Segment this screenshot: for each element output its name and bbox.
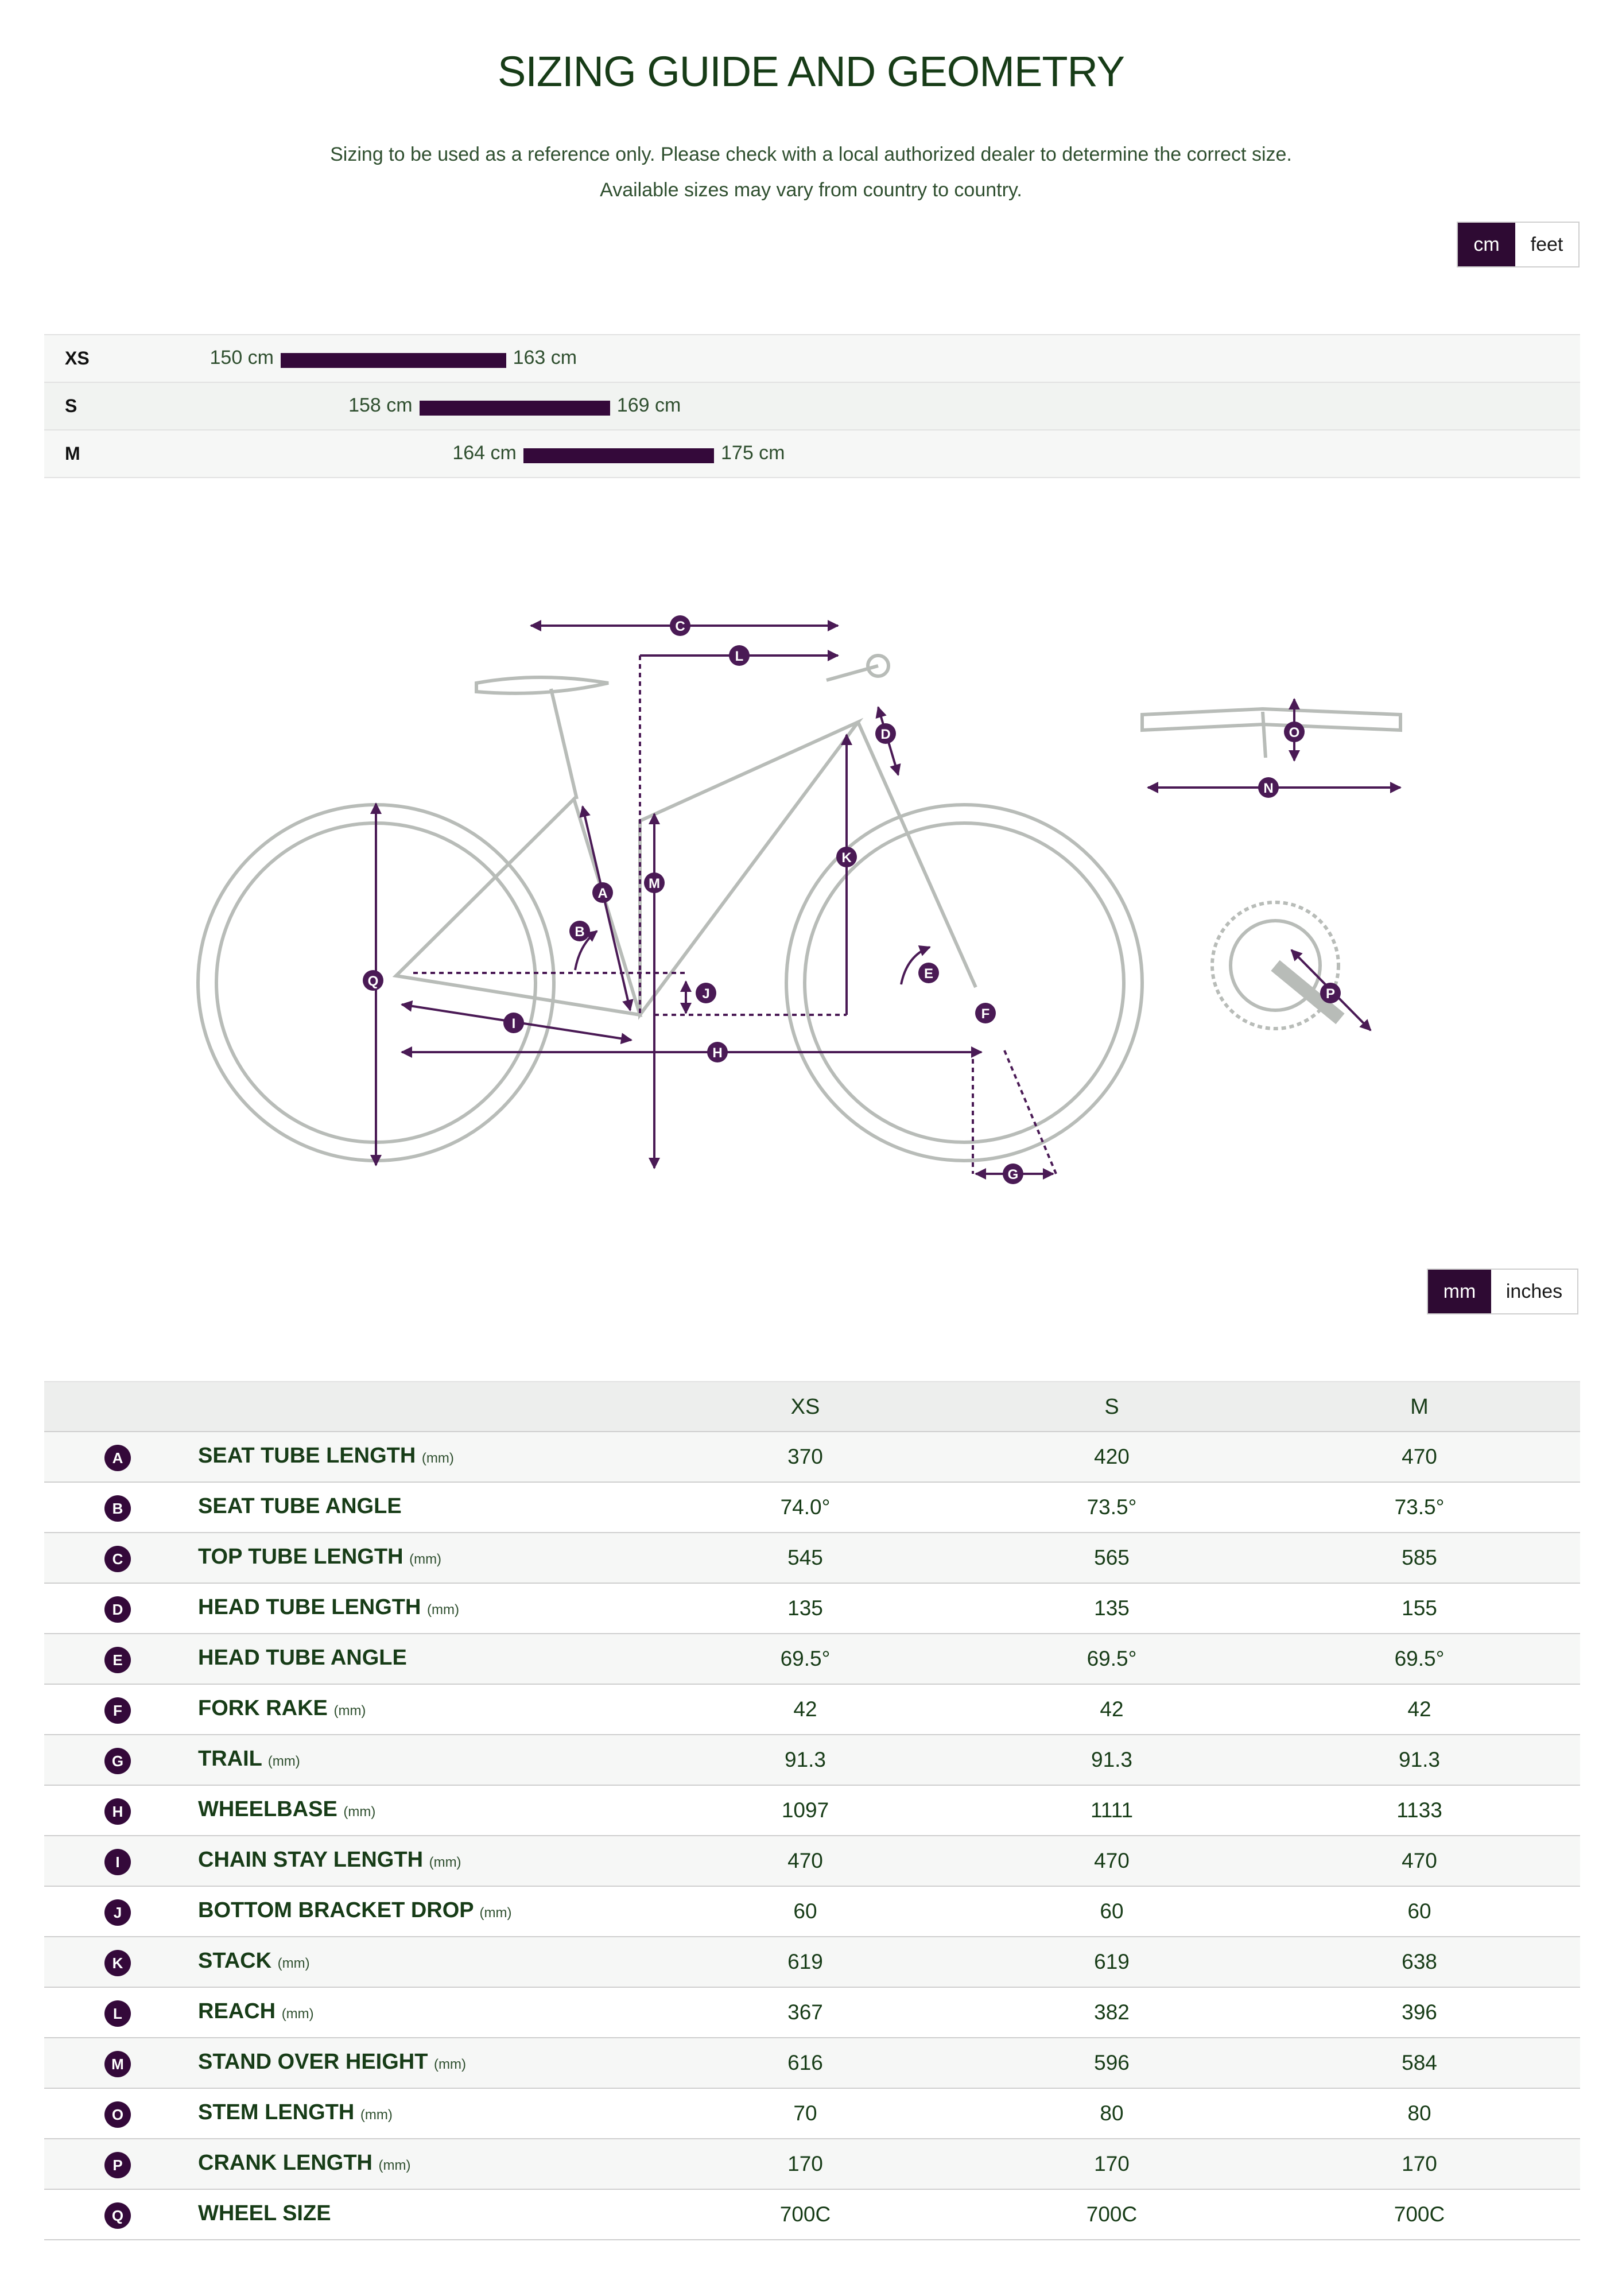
measurement-name	[198, 1797, 375, 1822]
page-title: SIZING GUIDE AND GEOMETRY	[497, 48, 1124, 95]
measurement-label: STEM LENGTH	[198, 2100, 355, 2124]
diagram-badge-g	[1003, 1163, 1023, 1184]
size-label: S	[65, 395, 77, 416]
measurement-letter-badge: P	[104, 2152, 131, 2178]
measurement-label: TOP TUBE LENGTH	[198, 1545, 403, 1569]
diagram-badge-h	[707, 1042, 728, 1062]
value-s: 1111	[1090, 1798, 1134, 1822]
measurement-unit: (mm)	[267, 1754, 300, 1769]
min-height-label: 164 cm	[452, 442, 517, 464]
size-row-m	[44, 429, 1580, 478]
geometry-row-g	[44, 1734, 1580, 1785]
measurement-label: WHEELBASE	[198, 1797, 337, 1821]
value-xs: 367	[787, 2000, 823, 2024]
diagram-badge-e	[918, 963, 939, 983]
value-s: 73.5°	[1086, 1495, 1137, 1519]
measurement-label: HEAD TUBE ANGLE	[198, 1646, 407, 1670]
measurement-letter-badge: F	[104, 1697, 131, 1724]
measurement-label: STACK	[198, 1949, 272, 1973]
diagram-badge-i	[503, 1013, 524, 1033]
max-height-label: 175 cm	[721, 442, 785, 464]
value-m: 1133	[1396, 1798, 1442, 1822]
measurement-label: SEAT TUBE LENGTH	[198, 1444, 416, 1468]
geometry-row-e	[44, 1633, 1580, 1684]
geometry-row-o	[44, 2088, 1580, 2138]
value-s: 170	[1094, 2152, 1130, 2175]
measurement-letter-badge: H	[104, 1798, 131, 1825]
value-m: 585	[1402, 1546, 1437, 1569]
diagram-badge-n	[1258, 777, 1279, 798]
diagram-badge-letter: O	[1289, 725, 1300, 740]
measurement-letter-badge: E	[104, 1647, 131, 1673]
value-m: 91.3	[1398, 1748, 1441, 1771]
size-row-s	[44, 382, 1580, 429]
measurement-letter-badge: L	[104, 2000, 131, 2027]
bike-geometry-diagram	[0, 574, 1622, 1217]
measurement-letter-badge: K	[104, 1950, 131, 1976]
availability-note: Available sizes may vary from country to country.	[600, 179, 1022, 201]
value-s: 619	[1094, 1950, 1130, 1973]
diagram-badge-b	[569, 921, 590, 941]
value-xs: 616	[787, 2051, 823, 2074]
size-row-xs	[44, 334, 1580, 382]
feet-toggle-button[interactable]: feet	[1515, 223, 1578, 266]
value-m: 584	[1402, 2051, 1437, 2074]
diagram-badge-letter: G	[1007, 1167, 1019, 1182]
mm-toggle-button[interactable]: mm	[1428, 1270, 1491, 1313]
value-xs: 170	[787, 2152, 823, 2175]
value-s: 470	[1094, 1849, 1130, 1872]
diagram-badge-letter: K	[841, 850, 852, 866]
geometry-table-header	[44, 1381, 1580, 1431]
measurement-name	[198, 1545, 441, 1569]
height-range-bar	[420, 401, 610, 416]
diagram-badge-letter: E	[923, 966, 934, 982]
diagram-badge-c	[670, 615, 690, 636]
measurement-label: WHEEL SIZE	[198, 2201, 331, 2225]
value-xs: 42	[793, 1697, 817, 1721]
height-unit-toggle	[1457, 222, 1580, 267]
diagram-badge-letter: I	[511, 1016, 516, 1031]
column-header-m: M	[1410, 1395, 1429, 1419]
measurement-label: CRANK LENGTH	[198, 2151, 372, 2175]
geometry-row-f	[44, 1684, 1580, 1734]
diagram-badge-letter: L	[735, 649, 744, 664]
value-m: 69.5°	[1394, 1647, 1445, 1670]
value-xs: 700C	[779, 2202, 831, 2226]
measurement-unit: (mm)	[343, 1804, 376, 1820]
measurement-letter-badge: I	[104, 1849, 131, 1875]
geometry-unit-toggle	[1427, 1269, 1578, 1314]
measurement-unit: (mm)	[421, 1450, 454, 1466]
diagram-badge-letter: D	[880, 727, 891, 742]
measurement-name	[198, 1999, 314, 2024]
geometry-row-c	[44, 1532, 1580, 1583]
value-xs: 370	[787, 1445, 823, 1468]
diagram-badge-o	[1284, 722, 1305, 742]
value-xs: 470	[787, 1849, 823, 1872]
diagram-badge-letter: M	[649, 876, 660, 891]
value-s: 80	[1100, 2101, 1124, 2125]
measurement-name	[198, 1747, 300, 1771]
diagram-badge-k	[836, 847, 857, 867]
measurement-label: BOTTOM BRACKET DROP	[198, 1898, 474, 1922]
value-m: 60	[1407, 1899, 1431, 1923]
value-s: 60	[1100, 1899, 1124, 1923]
diagram-badge-letter: H	[712, 1045, 723, 1061]
geometry-row-j	[44, 1886, 1580, 1936]
measurement-name	[198, 1898, 511, 1923]
value-s: 135	[1094, 1596, 1130, 1620]
measurement-name	[198, 2201, 331, 2226]
measurement-unit: (mm)	[281, 2006, 314, 2022]
diagram-badge-q	[363, 970, 383, 991]
measurement-name	[198, 1595, 459, 1620]
diagram-badge-p	[1320, 983, 1341, 1003]
diagram-badge-letter: B	[575, 924, 585, 940]
geometry-row-p	[44, 2138, 1580, 2189]
value-m: 170	[1402, 2152, 1437, 2175]
measurement-label: CHAIN STAY LENGTH	[198, 1848, 424, 1872]
column-header-s: S	[1104, 1395, 1119, 1419]
height-range-bar	[281, 353, 506, 368]
geometry-row-a	[44, 1431, 1580, 1481]
value-m: 396	[1402, 2000, 1437, 2024]
measurement-label: REACH	[198, 1999, 276, 2023]
value-m: 470	[1402, 1849, 1437, 1872]
value-s: 420	[1094, 1445, 1130, 1468]
measurement-label: STAND OVER HEIGHT	[198, 2050, 428, 2074]
geometry-row-q	[44, 2189, 1580, 2240]
geometry-table	[44, 1381, 1580, 2240]
value-xs: 69.5°	[780, 1647, 831, 1670]
measurement-label: HEAD TUBE LENGTH	[198, 1595, 421, 1619]
value-s: 91.3	[1091, 1748, 1133, 1771]
diagram-badge-j	[696, 983, 716, 1003]
value-xs: 619	[787, 1950, 823, 1973]
inches-toggle-button[interactable]: inches	[1491, 1270, 1577, 1313]
max-height-label: 163 cm	[513, 347, 577, 369]
value-s: 565	[1094, 1546, 1130, 1569]
measurement-name	[198, 1848, 461, 1872]
size-label: M	[65, 443, 80, 464]
measurement-name	[198, 1949, 310, 1973]
value-xs: 545	[787, 1546, 823, 1569]
value-s: 69.5°	[1086, 1647, 1137, 1670]
measurement-unit: (mm)	[434, 2057, 466, 2072]
measurement-letter-badge: B	[104, 1495, 131, 1522]
bike-frame-illustration	[198, 656, 1400, 1161]
value-xs: 1097	[781, 1798, 829, 1822]
geometry-row-k	[44, 1936, 1580, 1987]
geometry-row-b	[44, 1481, 1580, 1532]
measurement-letter-badge: G	[104, 1748, 131, 1774]
max-height-label: 169 cm	[616, 394, 681, 416]
diagram-badge-letter: C	[675, 619, 685, 634]
geometry-row-h	[44, 1785, 1580, 1835]
value-s: 596	[1094, 2051, 1130, 2074]
measurement-label: SEAT TUBE ANGLE	[198, 1494, 402, 1518]
value-xs: 91.3	[784, 1748, 826, 1771]
value-m: 42	[1407, 1697, 1431, 1721]
diagram-badge-letter: N	[1263, 781, 1274, 796]
geometry-row-i	[44, 1835, 1580, 1886]
measurement-name	[198, 1696, 366, 1721]
measurement-unit: (mm)	[427, 1602, 459, 1618]
measurement-unit: (mm)	[409, 1552, 442, 1567]
diagram-badge-l	[729, 645, 750, 666]
value-m: 80	[1407, 2101, 1431, 2125]
diagram-badge-letter: J	[702, 986, 710, 1002]
value-m: 155	[1402, 1596, 1437, 1620]
size-label: XS	[65, 348, 90, 369]
diagram-badge-letter: P	[1325, 986, 1336, 1002]
cm-toggle-button[interactable]: cm	[1458, 223, 1515, 266]
diagram-badge-letter: F	[981, 1006, 990, 1022]
measurement-name	[198, 1444, 454, 1468]
measurement-letter-badge: C	[104, 1546, 131, 1572]
measurement-letter-badge: D	[104, 1596, 131, 1623]
value-m: 638	[1402, 1950, 1437, 1973]
diagram-badge-letter: A	[597, 886, 608, 901]
diagram-badge-f	[975, 1003, 996, 1023]
measurement-letter-badge: M	[104, 2051, 131, 2077]
value-m: 73.5°	[1394, 1495, 1445, 1519]
value-xs: 60	[793, 1899, 817, 1923]
measurement-name	[198, 2100, 393, 2125]
measurement-unit: (mm)	[360, 2107, 393, 2123]
value-m: 700C	[1394, 2202, 1445, 2226]
measurement-name	[198, 2151, 411, 2175]
dimension-lines	[376, 626, 1400, 1174]
min-height-label: 158 cm	[348, 394, 413, 416]
diagram-badge-d	[875, 723, 896, 744]
min-height-label: 150 cm	[209, 347, 274, 369]
value-s: 42	[1100, 1697, 1124, 1721]
measurement-name	[198, 1646, 407, 1670]
measurement-unit: (mm)	[333, 1703, 366, 1719]
value-xs: 135	[787, 1596, 823, 1620]
measurement-letter-badge: O	[104, 2101, 131, 2128]
diagram-badge-a	[592, 882, 613, 903]
measurement-name	[198, 1494, 402, 1519]
value-xs: 74.0°	[780, 1495, 831, 1519]
measurement-letter-badge: Q	[104, 2202, 131, 2229]
measurement-label: FORK RAKE	[198, 1696, 328, 1720]
rider-height-chart	[44, 334, 1580, 478]
diagram-badge-m	[644, 872, 665, 893]
value-xs: 70	[793, 2101, 817, 2125]
measurement-unit: (mm)	[378, 2158, 411, 2173]
measurement-label: TRAIL	[198, 1747, 262, 1771]
diagram-badge-letter: Q	[367, 974, 379, 989]
measurement-unit: (mm)	[277, 1956, 310, 1971]
geometry-row-l	[44, 1987, 1580, 2037]
measurement-letter-badge: A	[104, 1445, 131, 1471]
measurement-letter-badge: J	[104, 1899, 131, 1926]
sizing-note: Sizing to be used as a reference only. Please check with a local authorized dealer to determine the correct size.	[330, 144, 1292, 165]
column-header-xs: XS	[790, 1395, 820, 1419]
value-s: 700C	[1086, 2202, 1138, 2226]
measurement-name	[198, 2050, 466, 2074]
geometry-row-d	[44, 1583, 1580, 1633]
value-s: 382	[1094, 2000, 1130, 2024]
value-m: 470	[1402, 1445, 1437, 1468]
height-range-bar	[523, 448, 714, 463]
measurement-unit: (mm)	[479, 1905, 512, 1921]
measurement-unit: (mm)	[429, 1855, 461, 1870]
geometry-row-m	[44, 2037, 1580, 2088]
